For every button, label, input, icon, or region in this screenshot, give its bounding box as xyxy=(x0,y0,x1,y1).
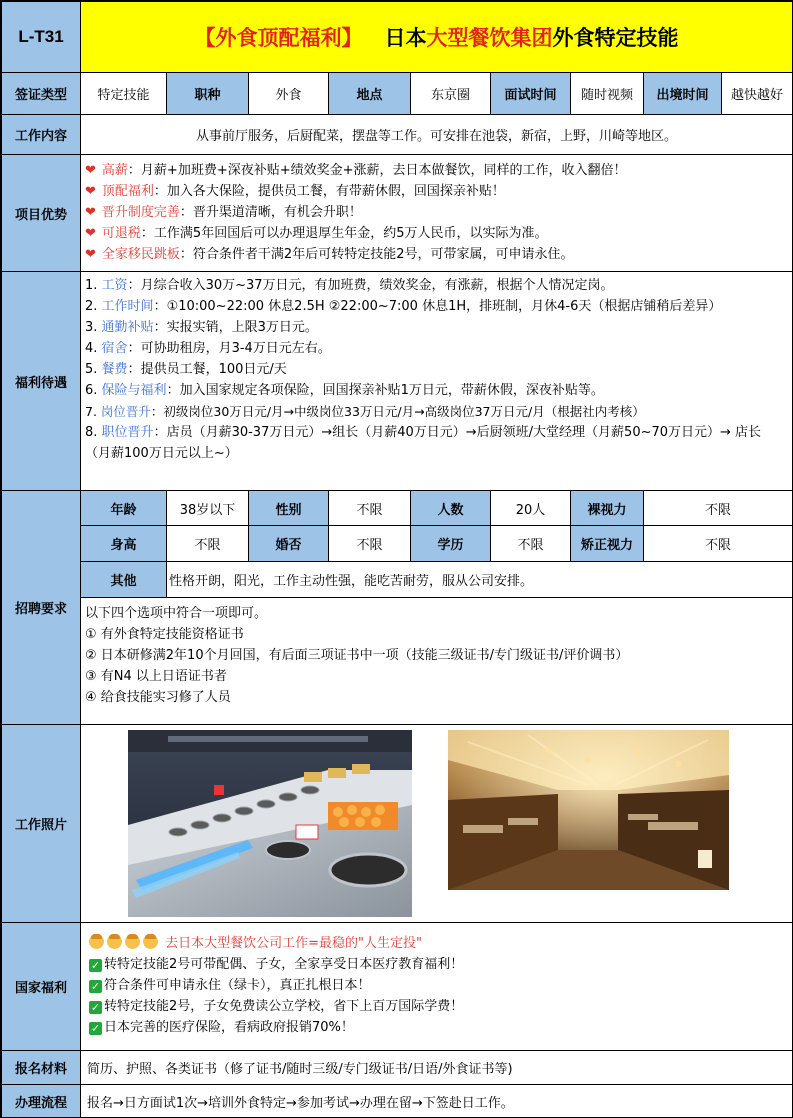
benefit-item: 1. 工资：月综合收入30万~37万日元，有加班费，绩效奖金，有涨薪，根据个人情况定岗。 xyxy=(85,278,614,293)
buffet-counter-photo xyxy=(128,730,412,917)
national-welfare-item: ✓ 转特定技能2号，子女免费读公立学校，省下上百万国际学费！ xyxy=(90,999,464,1014)
corrected-vision-value: 不限 xyxy=(644,526,793,562)
photos-label: 工作照片 xyxy=(2,725,81,923)
national-welfare-item: ✓ 日本完善的医疗保险，看病政府报销70%！ xyxy=(90,1020,354,1035)
advantages-list xyxy=(81,155,793,272)
benefit-item: 3. 通勤补贴：实报实销，上限3万日元。 xyxy=(85,320,318,335)
benefit-item: 2. 工作时间：①10:00~22:00 休息2.5H ②22:00~7:00 休息1H，排班制，月休4-6天（根据店铺稍后差异） xyxy=(85,299,722,314)
national-welfare-item: ✓ 符合条件可申请永住（绿卡），真正扎根日本！ xyxy=(90,978,371,993)
person-emoji-icon xyxy=(107,934,122,949)
headcount-value: 20人 xyxy=(491,491,571,526)
headcount-label: 人数 xyxy=(411,491,491,526)
job-type-label: 职种 xyxy=(167,73,249,115)
benefit-item: 8. 职位晋升：店员（月薪30-37万日元）→组长（月薪40万日元）→后厨领班/大堂经理（月薪50~70万日元）→ 店长（月薪100万日元以上~） xyxy=(85,425,762,461)
title-company: 大型餐饮集团 xyxy=(426,26,553,50)
check-icon: ✓ xyxy=(90,980,101,993)
benefit-item: 5. 餐费：提供员工餐，100日元/天 xyxy=(85,362,287,377)
conditions-intro: 以下四个选项中符合一项即可。 xyxy=(85,606,268,621)
other-value: 性格开朗，阳光，工作主动性强，能吃苦耐劳，服从公司安排。 xyxy=(167,562,793,598)
gender-label: 性别 xyxy=(249,491,329,526)
check-icon: ✓ xyxy=(90,1001,101,1014)
national-welfare-item: ✓ 转特定技能2号可带配偶、子女，全家享受日本医疗教育福利！ xyxy=(90,957,464,972)
other-label: 其他 xyxy=(81,562,167,598)
heart-icon: ❤ xyxy=(85,163,96,178)
advantage-item: ❤ 全家移民跳板：符合条件者干满2年后可转特定技能2号，可带家属，可申请永住。 xyxy=(85,247,574,262)
benefits-list xyxy=(81,272,793,491)
age-label: 年龄 xyxy=(81,491,167,526)
education-label: 学历 xyxy=(411,526,491,562)
title-country: 日本 xyxy=(384,26,427,50)
visa-type-value: 特定技能 xyxy=(81,73,167,115)
conditions-box xyxy=(81,598,793,725)
restaurant-interior-photo xyxy=(448,730,729,890)
title-banner xyxy=(81,2,793,73)
materials-value: 简历、护照、各类证书（修了证书/随时三级/专门级证书/日语/外食证书等) xyxy=(81,1051,793,1085)
gender-value: 不限 xyxy=(329,491,411,526)
location-label: 地点 xyxy=(329,73,411,115)
height-label: 身高 xyxy=(81,526,167,562)
departure-time-label: 出境时间 xyxy=(644,73,722,115)
materials-label: 报名材料 xyxy=(2,1051,81,1085)
process-value: 报名→日方面试1次→培训外食特定→参加考试→办理在留→下签赴日工作。 xyxy=(81,1085,793,1118)
job-type-value: 外食 xyxy=(249,73,329,115)
check-icon: ✓ xyxy=(90,959,101,972)
interview-time-label: 面试时间 xyxy=(491,73,571,115)
marriage-value: 不限 xyxy=(329,526,411,562)
photos-box xyxy=(81,725,793,923)
condition-item: ③ 有N4 以上日语证书者 xyxy=(85,669,227,684)
condition-item: ④ 给食技能实习修了人员 xyxy=(85,690,231,705)
national-welfare-list xyxy=(81,923,793,1051)
process-label: 办理流程 xyxy=(2,1085,81,1118)
check-icon: ✓ xyxy=(90,1022,101,1035)
heart-icon: ❤ xyxy=(85,247,96,262)
work-content-label: 工作内容 xyxy=(2,115,81,155)
benefit-item: 7. 岗位晋升：初级岗位30万日元/月→中级岗位33万日元/月→高级岗位37万日元/月（根据社内考核） xyxy=(85,404,645,419)
national-welfare-headline: 去日本大型餐饮公司工作=最稳的"人生定投" xyxy=(89,933,792,954)
naked-vision-label: 裸视力 xyxy=(571,491,644,526)
naked-vision-value: 不限 xyxy=(644,491,793,526)
advantage-item: ❤ 晋升制度完善：晋升渠道清晰，有机会升职！ xyxy=(85,205,362,220)
interview-time-value: 随时视频 xyxy=(571,73,644,115)
person-emoji-icon xyxy=(143,934,158,949)
condition-item: ② 日本研修满2年10个月回国，有后面三项证书中一项（技能三级证书/专门级证书/评价调书） xyxy=(85,648,629,663)
person-emoji-icon xyxy=(125,934,140,949)
advantage-item: ❤ 顶配福利：加入各大保险，提供员工餐，有带薪休假，回国探亲补贴！ xyxy=(85,184,505,199)
person-emoji-icon xyxy=(89,934,104,949)
work-content-value: 从事前厅服务，后厨配菜，摆盘等工作。可安排在池袋，新宿，上野，川崎等地区。 xyxy=(81,115,793,155)
departure-time-value: 越快越好 xyxy=(722,73,793,115)
age-value: 38岁以下 xyxy=(167,491,249,526)
title-category: 外食特定技能 xyxy=(552,26,679,50)
job-code-text: L-T31 xyxy=(18,27,64,46)
location-value: 东京圈 xyxy=(411,73,491,115)
recruit-label: 招聘要求 xyxy=(2,491,81,725)
marriage-label: 婚否 xyxy=(249,526,329,562)
advantage-item: ❤ 高薪：月薪+加班费+深夜补贴+绩效奖金+涨薪，去日本做餐饮，同样的工作，收入翻倍！ xyxy=(85,163,627,178)
education-value: 不限 xyxy=(491,526,571,562)
job-code xyxy=(2,2,81,73)
corrected-vision-label: 矫正视力 xyxy=(571,526,644,562)
condition-item: ① 有外食特定技能资格证书 xyxy=(85,627,244,642)
visa-type-label: 签证类型 xyxy=(2,73,81,115)
heart-icon: ❤ xyxy=(85,205,96,220)
benefits-label: 福利待遇 xyxy=(2,272,81,491)
advantages-label: 项目优势 xyxy=(2,155,81,272)
heart-icon: ❤ xyxy=(85,226,96,241)
benefit-item: 6. 保险与福利：加入国家规定各项保险，回国探亲补贴1万日元，带薪休假，深夜补贴等。 xyxy=(85,383,604,398)
benefit-item: 4. 宿舍：可协助租房，月3-4万日元左右。 xyxy=(85,341,331,356)
heart-icon: ❤ xyxy=(85,184,96,199)
national-welfare-label: 国家福利 xyxy=(2,923,81,1051)
advantage-item: ❤ 可退税：工作满5年回国后可以办理退厚生年金，约5万人民币，以实际为准。 xyxy=(85,226,548,241)
height-value: 不限 xyxy=(167,526,249,562)
title-tag: 【外食顶配福利】 xyxy=(194,26,363,50)
